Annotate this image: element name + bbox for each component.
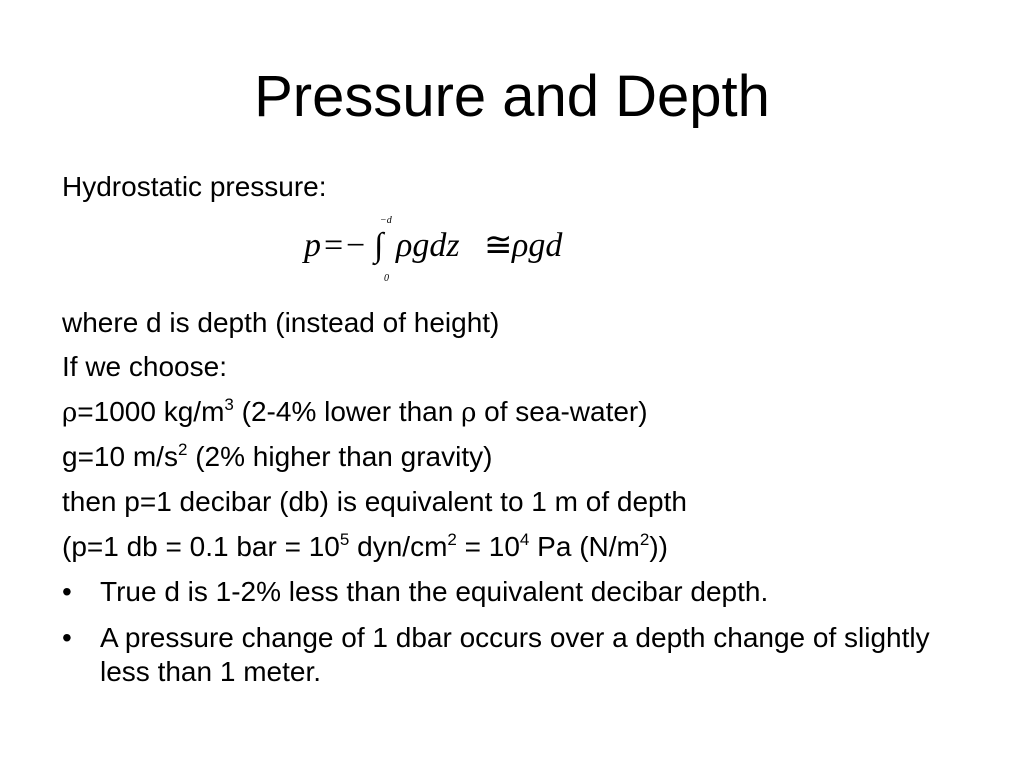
units-exp-4: 2 bbox=[639, 530, 650, 549]
eq-equals: = bbox=[324, 227, 344, 264]
units-line bbox=[62, 530, 982, 564]
rho-value: =1000 kg/m bbox=[77, 396, 225, 427]
bullet-mark: • bbox=[62, 576, 72, 607]
bullet-item bbox=[62, 575, 982, 609]
bullet-text: True d is 1-2% less than the equivalent decibar depth. bbox=[100, 576, 769, 607]
g-rest: (2% higher than gravity) bbox=[187, 441, 493, 472]
slide-title: Pressure and Depth bbox=[254, 64, 770, 129]
rho-rest-a: (2-4% lower than bbox=[233, 396, 462, 427]
g-value: g=10 m/s bbox=[62, 441, 178, 472]
units-exp-3: 4 bbox=[519, 530, 530, 549]
units-exp-2: 2 bbox=[447, 530, 457, 549]
hydrostatic-equation bbox=[300, 212, 600, 286]
then-line: then p=1 decibar (db) is equivalent to 1 m of depth bbox=[62, 486, 687, 517]
g-exponent: 2 bbox=[177, 440, 188, 459]
units-part-d: Pa (N/m bbox=[529, 531, 640, 562]
eq-lhs: p bbox=[304, 227, 321, 264]
choose-line: If we choose: bbox=[62, 351, 227, 382]
eq-integrand: ρgdz bbox=[396, 227, 460, 264]
rho-symbol-2: ρ bbox=[461, 398, 477, 428]
where-line: where d is depth (instead of height) bbox=[62, 307, 500, 338]
eq-rhs: ρgd bbox=[512, 227, 563, 264]
units-exp-1: 5 bbox=[339, 530, 350, 549]
rho-exponent: 3 bbox=[224, 395, 234, 414]
units-part-a: (p=1 db = 0.1 bar = 10 bbox=[62, 531, 340, 562]
units-part-c: = 10 bbox=[456, 531, 520, 562]
eq-approx: ≅ bbox=[484, 227, 513, 264]
intro-line: Hydrostatic pressure: bbox=[62, 171, 327, 202]
bullet-mark: • bbox=[62, 622, 72, 653]
rho-rest-b: of sea-water) bbox=[476, 396, 648, 427]
g-line bbox=[62, 440, 982, 474]
rho-line bbox=[62, 395, 982, 430]
units-part-b: dyn/cm bbox=[349, 531, 448, 562]
bullet-item bbox=[62, 621, 982, 689]
eq-minus: − bbox=[346, 227, 366, 264]
rho-symbol: ρ bbox=[62, 398, 78, 428]
eq-lower-limit: 0 bbox=[384, 273, 389, 284]
units-part-f: )) bbox=[649, 531, 668, 562]
eq-integral: ∫ bbox=[374, 227, 384, 264]
bullet-text: A pressure change of 1 dbar occurs over a depth change of slightly less than 1 meter. bbox=[100, 622, 930, 687]
eq-upper-limit: −d bbox=[380, 215, 392, 226]
